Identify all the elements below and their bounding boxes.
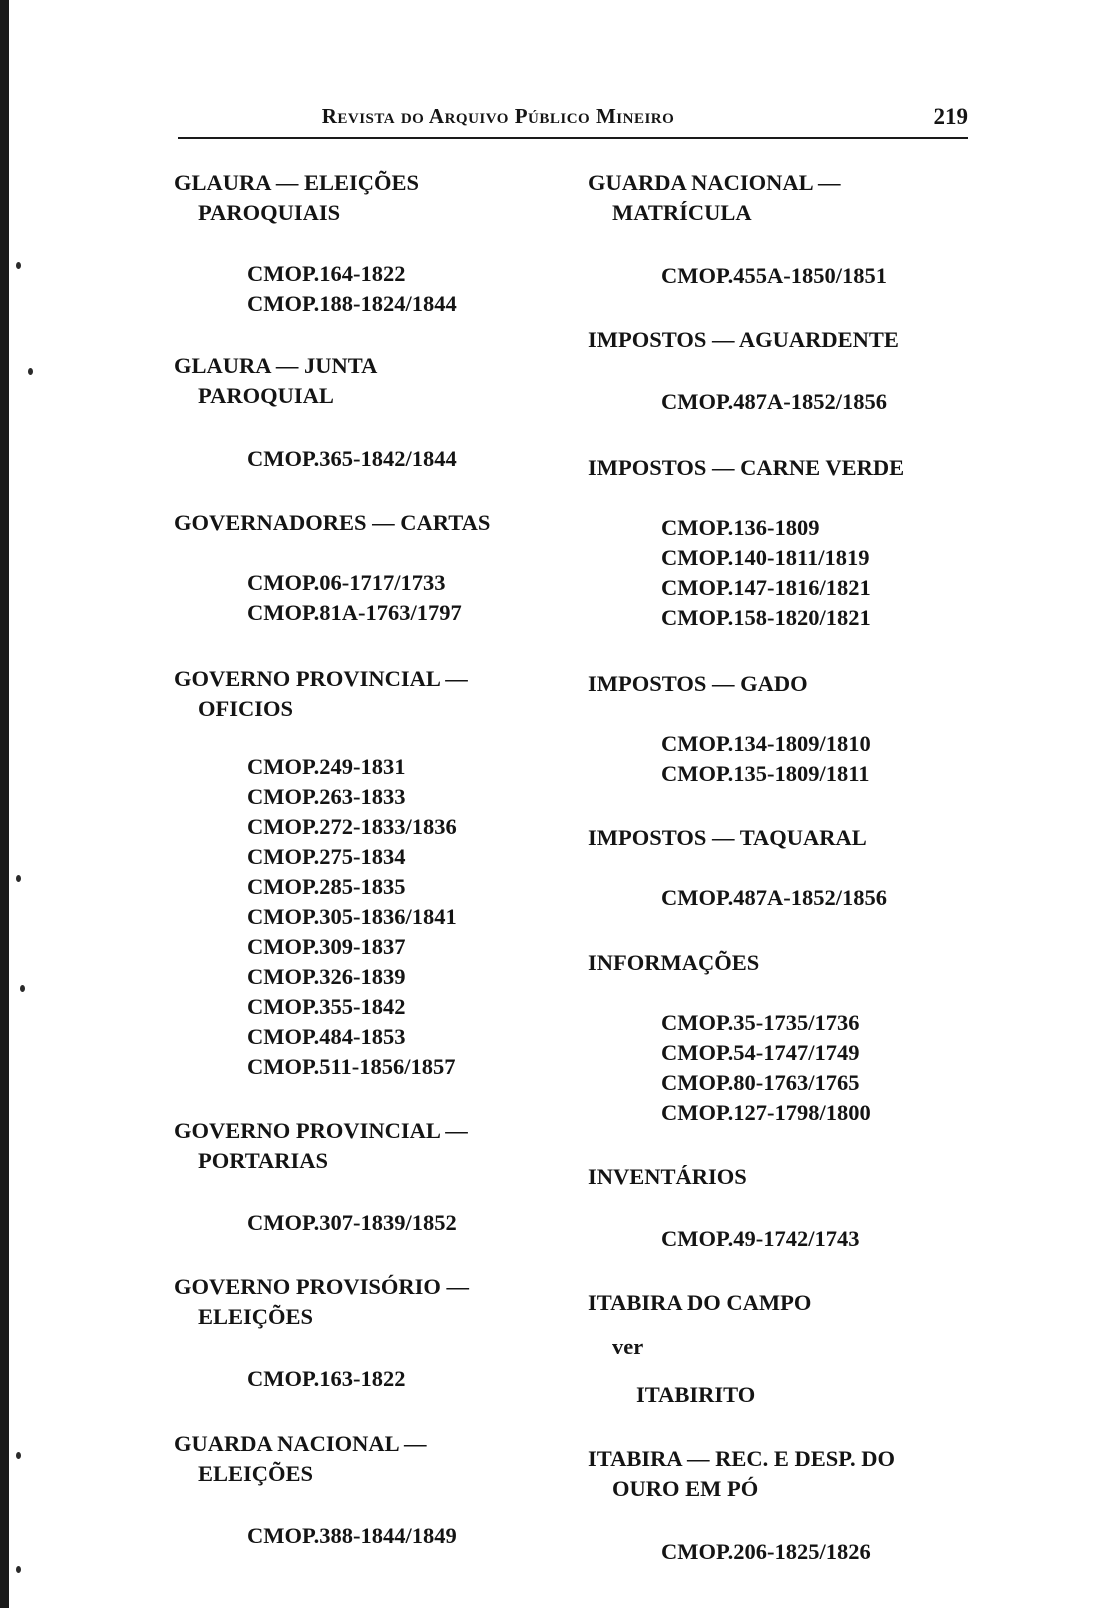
catalog-code: CMOP.188-1824/1844 [247, 291, 457, 316]
catalog-code-list [588, 1537, 978, 1567]
catalog-code: CMOP.164-1822 [247, 261, 406, 286]
index-entry [588, 453, 978, 633]
entry-heading: GLAURA — ELEIÇÕES PAROQUIAIS [174, 170, 420, 225]
catalog-code: CMOP.272-1833/1836 [247, 814, 457, 839]
entry-heading: ITABIRA DO CAMPO [588, 1290, 812, 1315]
index-entry [174, 1116, 559, 1238]
catalog-code: CMOP.484-1853 [247, 1024, 406, 1049]
index-entry [588, 823, 978, 913]
catalog-code: CMOP.307-1839/1852 [247, 1210, 457, 1235]
catalog-code-list [174, 259, 559, 319]
catalog-code: CMOP.455A-1850/1851 [661, 263, 888, 288]
entry-heading: GOVERNO PROVISÓRIO — ELEIÇÕES [174, 1274, 470, 1329]
catalog-code-list [588, 1008, 978, 1128]
scan-speck [16, 1566, 21, 1573]
index-entry [174, 168, 559, 319]
entry-heading: ITABIRA — REC. E DESP. DO OURO EM PÓ [588, 1446, 895, 1501]
catalog-code: CMOP.305-1836/1841 [247, 904, 457, 929]
catalog-code: CMOP.136-1809 [661, 515, 820, 540]
catalog-code: CMOP.49-1742/1743 [661, 1226, 860, 1251]
catalog-code-list [174, 752, 559, 1082]
entry-heading: GOVERNO PROVINCIAL — PORTARIAS [174, 1118, 468, 1173]
index-entry [588, 1288, 978, 1410]
catalog-code: CMOP.309-1837 [247, 934, 406, 959]
scan-speck [16, 1452, 21, 1459]
page-number: 219 [933, 104, 968, 129]
scan-speck [16, 875, 21, 882]
catalog-code: CMOP.326-1839 [247, 964, 406, 989]
catalog-code-list [588, 729, 978, 789]
index-entry [174, 1272, 559, 1394]
entry-heading: INVENTÁRIOS [588, 1164, 747, 1189]
catalog-code: CMOP.511-1856/1857 [247, 1054, 456, 1079]
catalog-code: CMOP.54-1747/1749 [661, 1040, 860, 1065]
entry-heading: INFORMAÇÕES [588, 950, 760, 975]
catalog-code: CMOP.355-1842 [247, 994, 406, 1019]
entry-heading: IMPOSTOS — AGUARDENTE [588, 327, 899, 352]
index-column-right [588, 168, 978, 1567]
catalog-code: CMOP.206-1825/1826 [661, 1539, 871, 1564]
entry-heading: IMPOSTOS — CARNE VERDE [588, 455, 905, 480]
catalog-code: CMOP.80-1763/1765 [661, 1070, 860, 1095]
index-entry [588, 669, 978, 789]
catalog-code-list [174, 444, 559, 474]
catalog-code: CMOP.135-1809/1811 [661, 761, 870, 786]
catalog-code: CMOP.275-1834 [247, 844, 406, 869]
entry-heading: IMPOSTOS — TAQUARAL [588, 825, 867, 850]
see-reference-word: ver [612, 1334, 644, 1359]
index-entry [174, 664, 559, 1082]
entry-heading: IMPOSTOS — GADO [588, 671, 808, 696]
catalog-code-list [174, 1208, 559, 1238]
catalog-code: CMOP.81A-1763/1797 [247, 600, 462, 625]
index-entry [588, 325, 978, 417]
catalog-code-list [174, 1521, 559, 1551]
index-entry [174, 508, 559, 628]
catalog-code-list [174, 568, 559, 628]
catalog-code-list [588, 387, 978, 417]
catalog-code-list [174, 1364, 559, 1394]
catalog-code-list [588, 883, 978, 913]
journal-title: Revista do Arquivo Público Mineiro [321, 104, 675, 128]
catalog-code: CMOP.147-1816/1821 [661, 575, 871, 600]
catalog-code: CMOP.365-1842/1844 [247, 446, 457, 471]
catalog-code-list [588, 513, 978, 633]
catalog-code: CMOP.06-1717/1733 [247, 570, 446, 595]
scan-speck [20, 985, 25, 992]
scan-edge-shadow [0, 0, 9, 1608]
catalog-code: CMOP.249-1831 [247, 754, 406, 779]
catalog-code-list [588, 261, 978, 291]
running-header [178, 100, 968, 140]
index-entry [588, 1444, 978, 1567]
see-reference-target: ITABIRITO [636, 1382, 756, 1407]
index-column-left [174, 168, 559, 1551]
entry-heading: GOVERNADORES — CARTAS [174, 510, 491, 535]
entry-heading: GOVERNO PROVINCIAL — OFICIOS [174, 666, 468, 721]
catalog-code: CMOP.388-1844/1849 [247, 1523, 457, 1548]
scan-speck [16, 262, 21, 269]
catalog-code: CMOP.140-1811/1819 [661, 545, 870, 570]
catalog-code: CMOP.134-1809/1810 [661, 731, 871, 756]
catalog-code: CMOP.285-1835 [247, 874, 406, 899]
scan-speck [28, 368, 33, 375]
index-entry [588, 1162, 978, 1254]
catalog-code: CMOP.263-1833 [247, 784, 406, 809]
catalog-code: CMOP.35-1735/1736 [661, 1010, 860, 1035]
entry-heading: GLAURA — JUNTA PAROQUIAL [174, 353, 378, 408]
catalog-code-list [588, 1224, 978, 1254]
index-entry [174, 351, 559, 474]
header-rule [178, 137, 968, 139]
catalog-code: CMOP.127-1798/1800 [661, 1100, 871, 1125]
entry-heading: GUARDA NACIONAL — MATRÍCULA [588, 170, 841, 225]
catalog-code: CMOP.158-1820/1821 [661, 605, 871, 630]
index-entry [174, 1429, 559, 1551]
index-entry [588, 948, 978, 1128]
catalog-code: CMOP.487A-1852/1856 [661, 885, 888, 910]
index-entry [588, 168, 978, 291]
catalog-code: CMOP.163-1822 [247, 1366, 406, 1391]
catalog-code: CMOP.487A-1852/1856 [661, 389, 888, 414]
entry-heading: GUARDA NACIONAL — ELEIÇÕES [174, 1431, 427, 1486]
